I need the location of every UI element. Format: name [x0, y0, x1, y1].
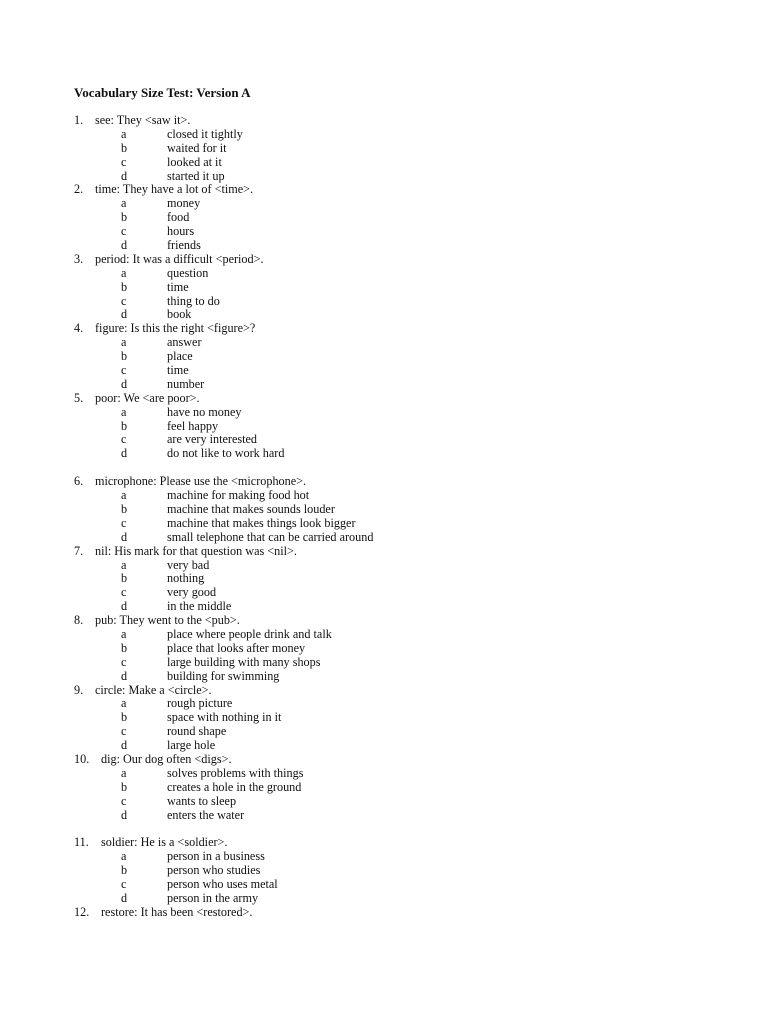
option-letter: d — [121, 807, 128, 822]
question-stem: figure: Is this the right <figure>? — [95, 321, 256, 336]
question-spacer — [0, 461, 768, 475]
question-stem: pub: They went to the <pub>. — [95, 613, 240, 628]
option-text: have no money — [167, 404, 242, 419]
answer-option — [0, 447, 768, 461]
answer-option — [0, 739, 768, 753]
answer-option — [0, 308, 768, 322]
answer-option — [0, 489, 768, 503]
answer-option — [0, 336, 768, 350]
answer-option — [0, 433, 768, 447]
question-number: 2. — [74, 182, 84, 197]
answer-option — [0, 586, 768, 600]
question-item — [0, 114, 768, 128]
option-text: are very interested — [167, 432, 258, 447]
option-letter: c — [121, 432, 127, 447]
option-letter: a — [121, 196, 127, 211]
option-text: book — [167, 307, 192, 322]
answer-option — [0, 864, 768, 878]
answer-option — [0, 559, 768, 573]
option-text: number — [167, 376, 205, 391]
option-letter: c — [121, 724, 127, 739]
option-text: friends — [167, 238, 201, 253]
answer-option — [0, 281, 768, 295]
answer-option — [0, 295, 768, 309]
question-number: 1. — [74, 113, 84, 127]
question-stem: circle: Make a <circle>. — [95, 682, 212, 697]
option-text: person in a business — [167, 849, 265, 864]
option-letter: c — [121, 363, 127, 378]
option-letter: d — [121, 238, 128, 253]
answer-option — [0, 697, 768, 711]
option-text: question — [167, 265, 209, 280]
answer-option — [0, 795, 768, 809]
option-text: in the middle — [167, 599, 232, 614]
option-letter: d — [121, 668, 128, 683]
option-letter: b — [121, 501, 128, 516]
answer-option — [0, 364, 768, 378]
option-text: place — [167, 349, 193, 364]
answer-option — [0, 239, 768, 253]
option-letter: c — [121, 293, 127, 308]
option-letter: a — [121, 696, 127, 711]
option-text: person in the army — [167, 890, 259, 905]
option-text: started it up — [167, 168, 225, 183]
answer-option — [0, 142, 768, 156]
question-item — [0, 836, 768, 850]
answer-option — [0, 378, 768, 392]
option-text: round shape — [167, 724, 227, 739]
question-stem: see: They <saw it>. — [95, 113, 191, 127]
option-letter: a — [121, 488, 127, 503]
answer-option — [0, 725, 768, 739]
option-letter: d — [121, 307, 128, 322]
option-letter: d — [121, 738, 128, 753]
question-number: 9. — [74, 682, 84, 697]
answer-option — [0, 892, 768, 906]
option-letter: a — [121, 404, 127, 419]
option-letter: c — [121, 585, 127, 600]
answer-option — [0, 156, 768, 170]
option-text: space with nothing in it — [167, 710, 282, 725]
question-list — [0, 114, 768, 920]
option-text: solves problems with things — [167, 765, 304, 780]
answer-option — [0, 531, 768, 545]
option-letter: c — [121, 224, 127, 239]
option-text: place where people drink and talk — [167, 626, 332, 641]
option-text: closed it tightly — [167, 126, 243, 141]
option-text: hours — [167, 224, 195, 239]
option-text: answer — [167, 335, 202, 350]
question-spacer — [0, 822, 768, 836]
option-text: waited for it — [167, 140, 227, 155]
option-letter: b — [121, 710, 128, 725]
option-text: time — [167, 279, 189, 294]
option-text: thing to do — [167, 293, 220, 308]
option-text: feel happy — [167, 418, 219, 433]
option-text: wants to sleep — [167, 793, 237, 808]
option-text: rough picture — [167, 696, 233, 711]
question-stem: dig: Our dog often <digs>. — [101, 751, 232, 766]
answer-option — [0, 809, 768, 823]
question-stem: nil: His mark for that question was <nil>. — [95, 543, 297, 558]
option-letter: b — [121, 279, 128, 294]
answer-option — [0, 628, 768, 642]
option-text: do not like to work hard — [167, 446, 285, 461]
option-letter: d — [121, 168, 128, 183]
option-text: very good — [167, 585, 217, 600]
answer-option — [0, 781, 768, 795]
option-text: machine that makes things look bigger — [167, 515, 356, 530]
option-letter: c — [121, 154, 127, 169]
question-item — [0, 906, 768, 920]
question-number: 10. — [74, 751, 90, 766]
question-number: 12. — [74, 904, 90, 919]
option-text: large hole — [167, 738, 216, 753]
answer-option — [0, 350, 768, 364]
option-letter: b — [121, 571, 128, 586]
question-item — [0, 322, 768, 336]
answer-option — [0, 850, 768, 864]
option-text: food — [167, 210, 190, 225]
option-text: building for swimming — [167, 668, 280, 683]
option-text: very bad — [167, 557, 210, 572]
option-text: looked at it — [167, 154, 222, 169]
answer-option — [0, 600, 768, 614]
question-number: 4. — [74, 321, 84, 336]
question-item — [0, 183, 768, 197]
question-item — [0, 753, 768, 767]
option-letter: b — [121, 640, 128, 655]
option-letter: d — [121, 529, 128, 544]
option-text: creates a hole in the ground — [167, 779, 302, 794]
option-letter: a — [121, 126, 127, 141]
answer-option — [0, 170, 768, 184]
answer-option — [0, 406, 768, 420]
question-stem: soldier: He is a <soldier>. — [101, 835, 228, 850]
question-number: 5. — [74, 390, 84, 405]
question-stem: poor: We <are poor>. — [95, 390, 200, 405]
answer-option — [0, 711, 768, 725]
option-letter: a — [121, 626, 127, 641]
answer-option — [0, 211, 768, 225]
question-stem: period: It was a difficult <period>. — [95, 251, 264, 266]
question-item — [0, 614, 768, 628]
question-number: 11. — [74, 835, 89, 850]
answer-option — [0, 517, 768, 531]
option-letter: c — [121, 876, 127, 891]
question-number: 8. — [74, 613, 84, 628]
option-text: time — [167, 363, 189, 378]
option-letter: b — [121, 349, 128, 364]
option-letter: d — [121, 446, 128, 461]
option-text: person who uses metal — [167, 876, 278, 891]
question-item — [0, 392, 768, 406]
option-letter: c — [121, 654, 127, 669]
answer-option — [0, 656, 768, 670]
option-text: enters the water — [167, 807, 245, 822]
option-letter: c — [121, 793, 127, 808]
question-item — [0, 253, 768, 267]
answer-option — [0, 420, 768, 434]
option-letter: a — [121, 335, 127, 350]
answer-option — [0, 225, 768, 239]
option-text: person who studies — [167, 863, 261, 878]
option-text: small telephone that can be carried around — [167, 529, 374, 544]
option-letter: d — [121, 890, 128, 905]
question-item — [0, 684, 768, 698]
option-letter: a — [121, 849, 127, 864]
question-stem: microphone: Please use the <microphone>. — [95, 474, 307, 489]
option-text: large building with many shops — [167, 654, 321, 669]
option-letter: b — [121, 210, 128, 225]
option-letter: a — [121, 265, 127, 280]
option-letter: b — [121, 863, 128, 878]
answer-option — [0, 878, 768, 892]
question-item — [0, 545, 768, 559]
option-letter: d — [121, 599, 128, 614]
answer-option — [0, 670, 768, 684]
question-stem: time: They have a lot of <time>. — [95, 182, 254, 197]
option-text: nothing — [167, 571, 205, 586]
answer-option — [0, 572, 768, 586]
option-letter: a — [121, 765, 127, 780]
option-text: money — [167, 196, 201, 211]
answer-option — [0, 128, 768, 142]
question-number: 7. — [74, 543, 84, 558]
question-number: 6. — [74, 474, 84, 489]
option-text: machine for making food hot — [167, 488, 310, 503]
answer-option — [0, 642, 768, 656]
answer-option — [0, 503, 768, 517]
answer-option — [0, 267, 768, 281]
option-text: machine that makes sounds louder — [167, 501, 335, 516]
option-text: place that looks after money — [167, 640, 306, 655]
option-letter: b — [121, 779, 128, 794]
option-letter: c — [121, 515, 127, 530]
option-letter: d — [121, 376, 128, 391]
option-letter: b — [121, 140, 128, 155]
option-letter: b — [121, 418, 128, 433]
question-number: 3. — [74, 251, 84, 266]
document-title: Vocabulary Size Test: Version A — [74, 85, 251, 100]
option-letter: a — [121, 557, 127, 572]
question-item — [0, 475, 768, 489]
answer-option — [0, 767, 768, 781]
answer-option — [0, 197, 768, 211]
question-stem: restore: It has been <restored>. — [101, 904, 253, 919]
